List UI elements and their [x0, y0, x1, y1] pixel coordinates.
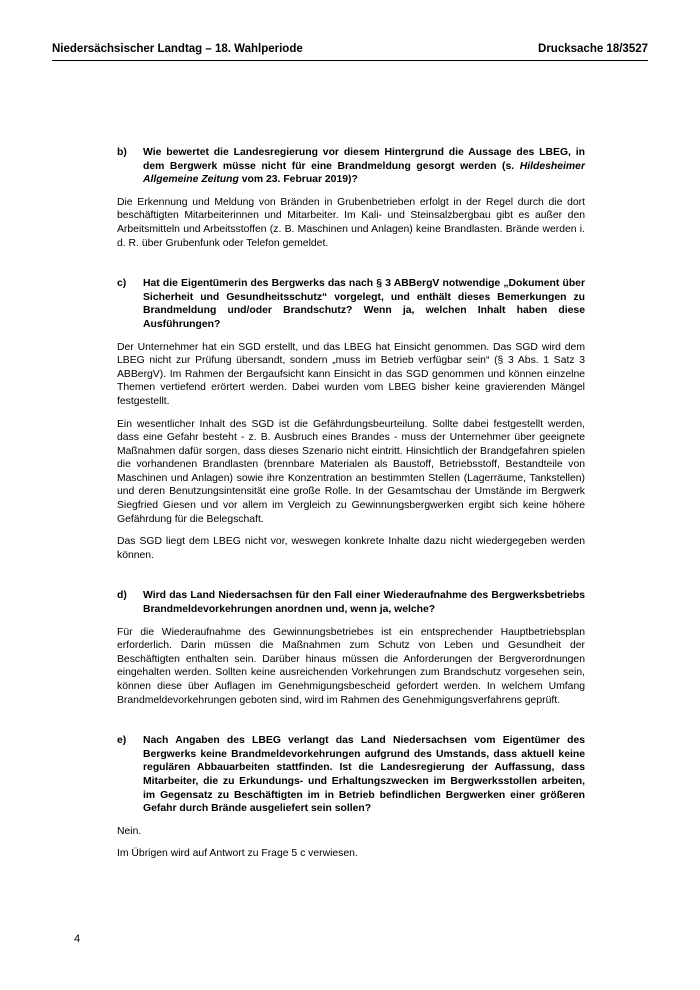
question-text: Nach Angaben des LBEG verlangt das Land Niedersachsen vom Eigentümer des Bergwerks keine Brandmeldevorkehrungen aufgrund des Umstands, dass aktuell keine regulären Abbauarbeiten stattfinden. Ist die Landesregierung der Auffassung, dass Mitarbeiter, die zu Erkundungs- und Erhaltungszwecken im Bergwerksstollen arbeiten, im Gegensatz zu Beschäftigten im in Betrieb befindlichen Bergwerken einer größeren Gefahr durch Brände ausgeliefert sein sollen? — [143, 735, 585, 815]
question-d — [117, 589, 585, 616]
question-text: Hat die Eigentümerin des Bergwerks das nach § 3 ABBergV notwendige „Dokument über Sicherheit und Gesundheitsschutz“ vorgelegt, und enthält dieses Bemerkungen zu Brandmeldung und/oder Brandschutz? Wenn ja, welchen Inhalt haben diese Ausführungen? — [143, 278, 585, 330]
answer-b: Die Erkennung und Meldung von Bränden in Grubenbetrieben erfolgt in der Regel durch die dort beschäftigten Mitarbeiterinnen und Mitarbeiter. Im Kali- und Steinsalzbergbau gibt es außer den Arbeitsmitteln und Arbeitsstoffen (z. B. Maschinen und Anlagen) keine Brandlasten. Brände werden i. d. R. über Grubenfunk oder Telefon gemeldet. — [117, 196, 585, 249]
page-number: 4 — [74, 933, 81, 945]
question-label: e) — [117, 735, 127, 747]
question-c — [117, 277, 585, 331]
page-header — [52, 40, 648, 61]
answer-c-paragraph-2: Ein wesentlicher Inhalt des SGD ist die Gefährdungsbeurteilung. Sollte dabei festgestellt werden, dass eine Gefahr besteht - z. B. Ausbruch eines Brandes - muss der Unternehmer über geeignete Maßnahmen dafür sorgen, dass dieses Szenario nicht eintritt. Hinsichtlich der Brandgefahren spielen die vorhandenen Brandlasten (brennbare Materialen als Baustoff, Betriebsstoff, Bestandteile von Maschinen und Anlagen) sowie ihre Konzentration an bestimmten Stellen (Lagerräume, Tankstellen) und deren Benutzungsintensität eine große Rolle. In der Gesamtschau der Umstände im Bergwerk Siegfried Giesen und vor allem im Vergleich zu Gewinnungsbergwerken ergibt sich keine höhere Gefährdung für die Belegschaft. — [117, 418, 585, 525]
question-e — [117, 734, 585, 816]
document-body — [117, 146, 585, 870]
answer-c-paragraph-3: Das SGD liegt dem LBEG nicht vor, weswegen konkrete Inhalte dazu nicht wiedergegeben werden können. — [117, 536, 585, 561]
answer-c-paragraph-1: Der Unternehmer hat ein SGD erstellt, und das LBEG hat Einsicht genommen. Das SGD wird dem LBEG nicht zur Prüfung übersandt, sondern „muss im Betrieb verfügbar sein“ (§ 3 Abs. 1 Satz 3 ABBergV). Im Rahmen der Bergaufsicht kann Einsicht in das SGD genommen und können einzelne Themen vertiefend erörtert werden. Dabei wurden vom LBEG bisher keine gravierenden Mängel festgestellt. — [117, 341, 585, 407]
question-b — [117, 146, 585, 187]
question-text — [143, 146, 585, 187]
header-title: Niedersächsischer Landtag – 18. Wahlperiode — [52, 43, 303, 55]
question-text-part: vom 23. Februar 2019)? — [238, 174, 358, 186]
question-label: d) — [117, 590, 127, 602]
question-text: Wird das Land Niedersachsen für den Fall einer Wiederaufnahme des Bergwerksbetriebs Brandmeldevorkehrungen anordnen und, wenn ja, welche? — [143, 590, 585, 616]
source-title: Hildesheimer Allgemeine Zeitung — [143, 160, 585, 186]
question-label: b) — [117, 147, 127, 158]
document-number: Drucksache 18/3527 — [538, 43, 648, 55]
answer-e-paragraph-1: Nein. — [117, 825, 142, 837]
question-text-part: Wie bewertet die Landesregierung vor diesem Hintergrund die Aussage des LBEG, in dem Bergwerk müsse nicht für eine Brandmeldung gesorgt werden (s. — [143, 147, 585, 172]
question-label: c) — [117, 278, 127, 290]
answer-e-paragraph-2: Im Übrigen wird auf Antwort zu Frage 5 c verwiesen. — [117, 848, 358, 860]
answer-d: Für die Wiederaufnahme des Gewinnungsbetriebes ist ein entsprechender Hauptbetriebsplan erforderlich. Darin müssen die Maßnahmen zum Schutz von Leben und Gesundheit der Beschäftigten enthalten sein. Darüber hinaus müssen die Anforderungen der Bergverordnungen eingehalten werden. Sollten keine ausreichenden Vorkehrungen zum Brandschutz vorgesehen sein, können diese über Auflagen im Genehmigungsbescheid gefordert werden. In welchem Umfang Brandmeldevorkehrungen geboten sind, wird im Rahmen des Genehmigungsverfahrens geprüft. — [117, 626, 585, 706]
